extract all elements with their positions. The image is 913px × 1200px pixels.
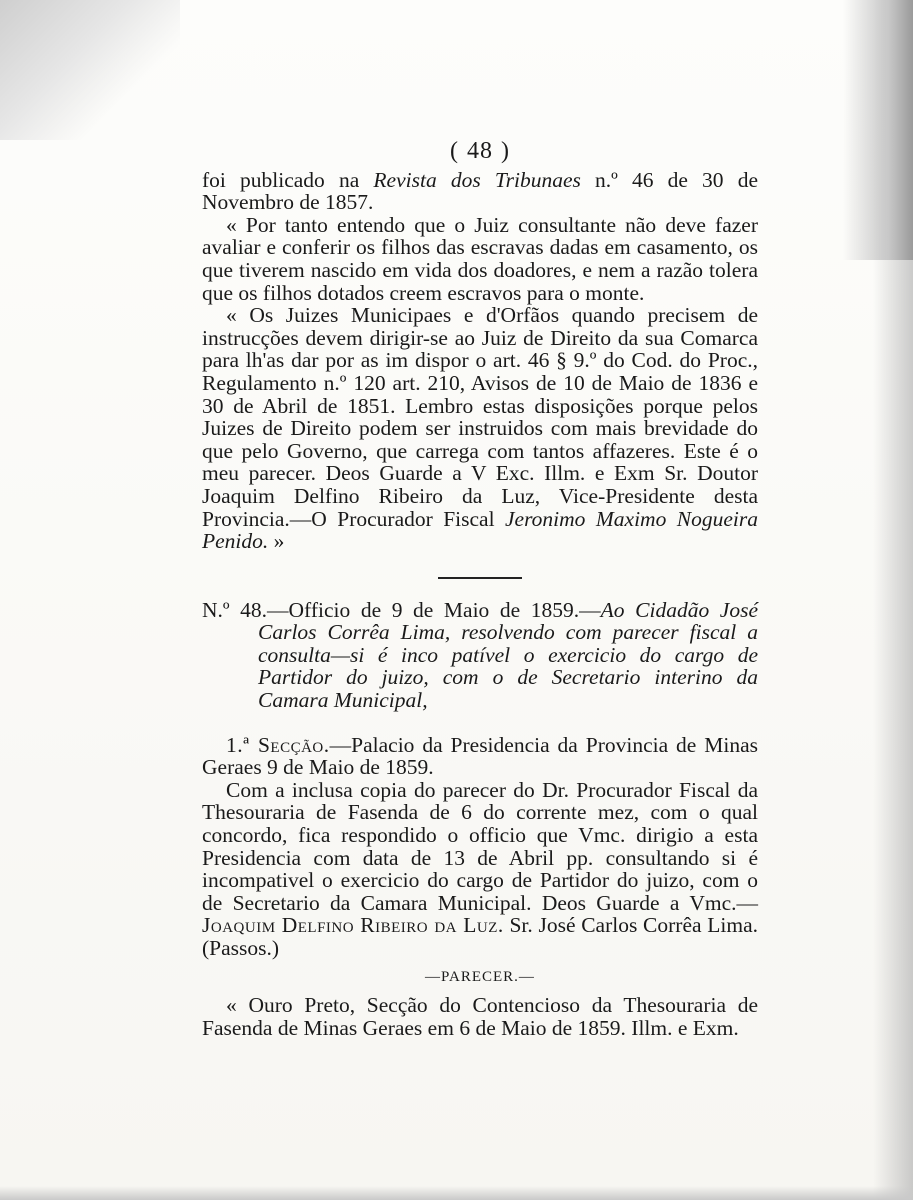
document-heading <box>202 599 758 712</box>
section-divider <box>438 577 522 579</box>
parecer-heading: —PARECER.— <box>425 968 535 985</box>
text-run: » <box>268 529 285 554</box>
page-edge-curl <box>843 0 913 260</box>
text-run: —Palacio da Presidencia da Provincia de Minas Geraes 9 de Maio de 1859. <box>202 732 758 780</box>
heading-subject: Ao Cidadão José Carlos Corrêa Lima, resolvendo com parecer fiscal a consulta—si é inco patível o exercicio do cargo de Partidor do juizo, com o de Secretario interino da Camara Municipal, <box>258 597 759 713</box>
text-run: Sr. José Carlos Corrêa Lima. (Passos.) <box>202 913 758 960</box>
publication-title: Revista dos Tribunaes <box>373 167 581 192</box>
heading-number: N.º 48.—Officio de 9 de Maio de 1859.— <box>202 597 601 622</box>
paragraph-instructions <box>202 304 758 553</box>
page-number-close: ) <box>501 138 510 164</box>
signatory-name: Jeronimo Maximo Nogueira Penido. <box>202 506 758 554</box>
page-bottom-edge <box>0 1186 913 1200</box>
text-run: Com a inclusa copia do parecer do Dr. Procurador Fiscal da Thesouraria de Fasenda de 6 do corrente mez, com o qual concordo, fica respondido o officio que Vmc. dirigio a esta Presidencia com data de 13 de Abril pp. consultando si é incompativel o exercicio do cargo de Partidor do juizo, com o de Secretario da Camara Municipal. Deos Guarde a Vmc.— <box>202 777 758 915</box>
signature-name: Joaquim Delfino Ribeiro da Luz. <box>202 913 504 938</box>
text-run: « Os Juizes Municipaes e d'Orfãos quando precisem de instrucções devem dirigir-se ao Juiz de Direito da sua Comarca para lh'as dar por as im dispor o art. 46 § 9.º do Cod. do Proc., Regulamento n.º 120 art. 210, Avisos de 10 de Maio de 1836 e 30 de Abril de 1851. Lembro estas disposições porque pelos Juizes de Direito podem ser instruidos com mais brevidade do que pelo Governo, que carrega com tantos affazeres. Este é o meu parecer. Deos Guarde a V Exc. Illm. e Exm Sr. Doutor Joaquim Delfino Ribeiro da Luz, Vice-Presidente desta Provincia.—O Procurador Fiscal <box>202 303 758 531</box>
paragraph-letter <box>202 779 758 960</box>
paragraph-continuation <box>202 169 758 214</box>
page-number <box>202 140 758 163</box>
paragraph-section <box>202 734 758 779</box>
page-number-value: 48 <box>467 138 493 164</box>
text-run: n.º 46 de 30 de Novembro de 1857. <box>202 167 758 215</box>
page-number-open: ( <box>450 138 459 164</box>
text-run: foi publicado na <box>202 167 374 192</box>
paragraph-opinion: « Por tanto entendo que o Juiz consultante não deve fazer avaliar e conferir os filhos das escravas dadas em casamento, os que tiverem nascido em vida dos doadores, e nem a razão tolera que os filhos dotados creem escravos para o monte. <box>202 212 758 305</box>
section-label: 1.ª Secção. <box>226 732 330 757</box>
page-text <box>202 140 758 1039</box>
spacer <box>202 712 758 734</box>
paragraph-parecer: « Ouro Preto, Secção do Contencioso da Thesouraria de Fasenda de Minas Geraes em 6 de Maio de 1859. Illm. e Exm. <box>202 993 758 1040</box>
page-corner-fold <box>0 0 180 140</box>
